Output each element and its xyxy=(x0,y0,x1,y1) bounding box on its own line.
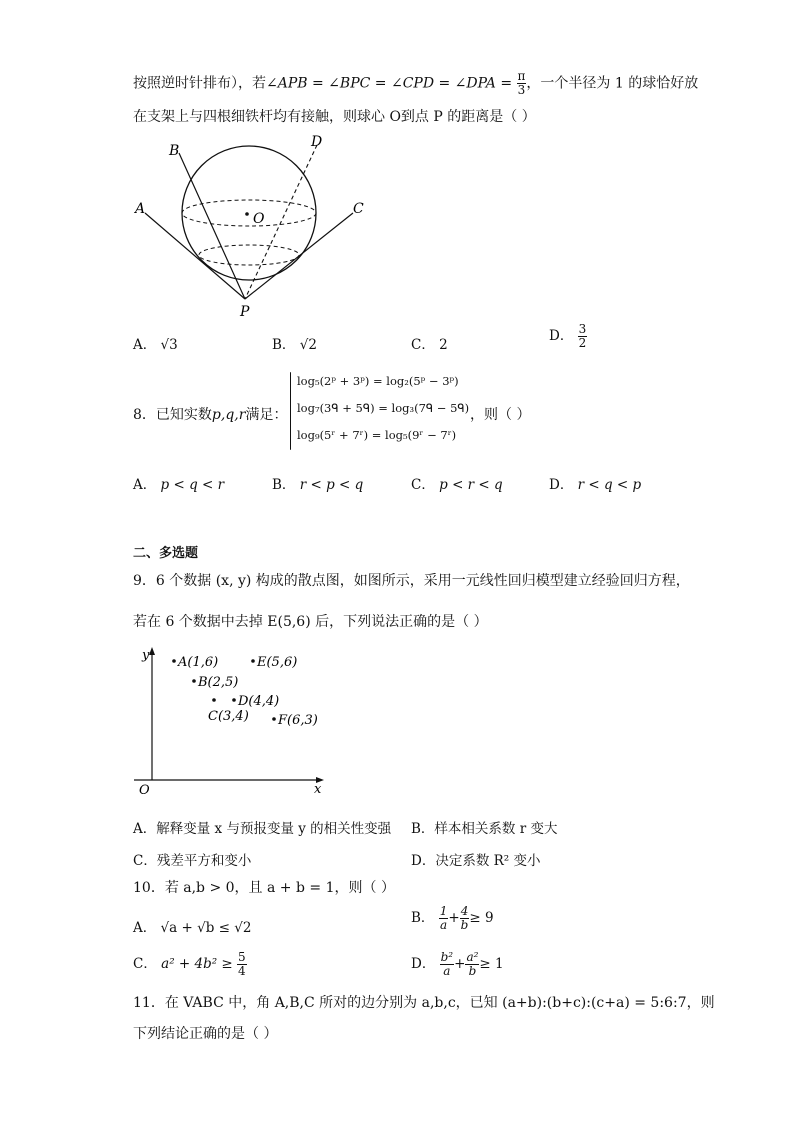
q8-stem-prefix xyxy=(133,405,287,425)
q7-option-b[interactable] xyxy=(272,333,317,353)
label-c: C xyxy=(353,201,364,217)
q9-option-a[interactable] xyxy=(133,817,391,837)
q9-stem-line2: 若在 6 个数据中去掉 E(5,6) 后，下列说法正确的是（ ） xyxy=(133,614,488,630)
point-b-label: B(2,5) xyxy=(198,675,239,690)
option-text: √3 xyxy=(160,337,178,353)
option-tail: ≥ 1 xyxy=(479,956,504,972)
point-c xyxy=(212,698,216,702)
q10-option-d[interactable] xyxy=(411,951,504,978)
plus-sign: + xyxy=(448,910,460,926)
option-fraction xyxy=(578,323,588,350)
center-point xyxy=(245,212,249,216)
label-o: O xyxy=(253,211,265,227)
fraction-denominator: a xyxy=(443,964,451,978)
y-axis-arrow-icon xyxy=(149,647,155,655)
fraction-denominator: 3 xyxy=(517,83,526,97)
option-letter: B． xyxy=(272,337,296,353)
option-tail: ≥ 9 xyxy=(469,910,494,926)
point-a-label: A(1,6) xyxy=(178,655,219,670)
fraction-numerator: a² xyxy=(466,950,479,964)
q8-equation-3: log₉(5ʳ + 7ʳ) = log₅(9ʳ − 7ʳ) xyxy=(297,428,457,442)
q8-prefix-text: 8．已知实数 xyxy=(133,407,212,423)
q8-mid-text: 满足： xyxy=(245,407,288,423)
q8-option-c[interactable] xyxy=(411,473,503,493)
q7-option-c[interactable] xyxy=(411,333,448,353)
q7-stem-line2: 在支架上与四根细铁杆均有接触，则球心 O到点 P 的距离是（ ） xyxy=(133,109,536,125)
option-letter: D． xyxy=(411,956,436,972)
q7-stem-line1 xyxy=(133,70,698,97)
option-fraction-1 xyxy=(440,951,455,978)
q10-option-a[interactable] xyxy=(133,916,251,936)
option-text: √a + √b ≤ √2 xyxy=(160,920,252,936)
q11-stem-line1: 11．在 VABC 中，角 A,B,C 所对的边分别为 a,b,c，已知 (a+b):(b+c):(c+a) = 5:6:7，则 xyxy=(133,995,715,1011)
fraction-numerator: π xyxy=(517,69,526,83)
option-letter: A． xyxy=(133,821,157,837)
q9-option-b[interactable] xyxy=(411,817,557,837)
option-letter: A． xyxy=(133,920,157,936)
fraction-denominator: 4 xyxy=(238,964,246,978)
q8-variables: p,q,r xyxy=(211,407,246,423)
option-letter: D． xyxy=(411,853,436,869)
q9-stem-line1: 9．6 个数据 (x, y) 构成的散点图，如图所示，采用一元线性回归模型建立经验回归方程， xyxy=(133,573,690,589)
rod-pa xyxy=(145,213,245,299)
option-text: 2 xyxy=(439,337,448,353)
point-c-label: C(3,4) xyxy=(208,709,249,724)
fraction-numerator: 1 xyxy=(439,904,448,918)
option-text: p < q < r xyxy=(160,477,225,493)
label-d: D xyxy=(311,134,323,150)
option-text: 决定系数 R² 变小 xyxy=(435,853,541,869)
fraction-denominator: a xyxy=(439,918,448,932)
option-letter: C． xyxy=(133,853,157,869)
option-letter: B． xyxy=(411,910,435,926)
q7-option-a[interactable] xyxy=(133,333,178,353)
option-text: 残差平方和变小 xyxy=(156,853,252,869)
q9-option-c[interactable] xyxy=(133,849,251,869)
fraction-numerator: 5 xyxy=(238,950,246,964)
point-f-label: F(6,3) xyxy=(278,713,318,728)
q8-equation-system xyxy=(290,372,470,450)
option-letter: D． xyxy=(549,328,574,344)
q8-option-b[interactable] xyxy=(272,473,363,493)
option-letter: D． xyxy=(549,477,574,493)
option-fraction-1 xyxy=(439,905,449,932)
q7-pi-over-3-fraction xyxy=(517,70,527,97)
point-e xyxy=(251,659,255,663)
point-d-label: D(4,4) xyxy=(238,694,280,709)
option-fraction xyxy=(237,951,247,978)
fraction-denominator: 2 xyxy=(578,336,587,350)
option-fraction-2 xyxy=(465,951,479,978)
point-e-label: E(5,6) xyxy=(257,655,298,670)
label-b: B xyxy=(169,143,180,159)
option-text: 解释变量 x 与预报变量 y 的相关性变强 xyxy=(156,821,392,837)
sphere-outline xyxy=(182,146,316,280)
option-text: √2 xyxy=(299,337,317,353)
q7-angle-expression: ∠APB = ∠BPC = ∠CPD = ∠DPA = xyxy=(266,75,513,92)
q7-text-b: ，一个半径为 1 的球恰好放 xyxy=(526,75,699,92)
fraction-denominator: b xyxy=(468,964,477,978)
point-d xyxy=(232,698,236,702)
q7-sphere-figure xyxy=(125,133,375,323)
section-title-multiple-choice: 二、多选题 xyxy=(133,546,199,561)
fraction-numerator: b² xyxy=(440,950,454,964)
option-text: 样本相关系数 r 变大 xyxy=(434,821,558,837)
q9-option-d[interactable] xyxy=(411,849,541,869)
option-text: r < q < p xyxy=(577,477,642,493)
option-letter: C． xyxy=(133,956,157,972)
fraction-numerator: 3 xyxy=(578,322,587,336)
contact-circle xyxy=(199,245,299,265)
q8-option-d[interactable] xyxy=(549,473,641,493)
option-text: r < p < q xyxy=(299,477,364,493)
option-fraction-2 xyxy=(460,905,470,932)
fraction-numerator: 4 xyxy=(460,904,469,918)
option-letter: A． xyxy=(133,477,157,493)
q8-equation-1: log₅(2ᵖ + 3ᵖ) = log₂(5ᵖ − 3ᵖ) xyxy=(297,374,459,388)
q9-scatter-plot xyxy=(128,643,333,798)
option-letter: B． xyxy=(272,477,296,493)
point-a xyxy=(172,659,176,663)
plus-sign: + xyxy=(454,956,466,972)
x-axis-label: x xyxy=(314,782,322,797)
q10-option-b[interactable] xyxy=(411,905,494,932)
option-letter: B． xyxy=(411,821,435,837)
fraction-denominator: b xyxy=(460,918,469,932)
q10-stem: 10．若 a,b > 0，且 a + b = 1，则（ ） xyxy=(133,880,395,896)
y-axis-label: y xyxy=(142,648,150,663)
label-a: A xyxy=(135,201,146,217)
point-f xyxy=(272,717,276,721)
option-letter: C． xyxy=(411,477,435,493)
q8-option-a[interactable] xyxy=(133,473,224,493)
point-b xyxy=(192,679,196,683)
q10-option-c[interactable] xyxy=(133,951,247,978)
q7-text-a: 按照逆时针排布），若 xyxy=(133,75,266,92)
q8-equation-2: log₇(3ᑫ + 5ᑫ) = log₃(7ᑫ − 5ᑫ) xyxy=(297,401,470,415)
option-text: p < r < q xyxy=(439,477,503,493)
option-letter: C． xyxy=(411,337,435,353)
q8-stem-suffix: ，则（ ） xyxy=(470,407,531,423)
option-letter: A． xyxy=(133,337,157,353)
option-text: a² + 4b² ≥ xyxy=(161,956,233,972)
label-p: P xyxy=(240,304,250,320)
q11-stem-line2: 下列结论正确的是（ ） xyxy=(133,1026,278,1042)
origin-label: O xyxy=(139,783,150,798)
q7-option-d[interactable] xyxy=(549,323,587,350)
